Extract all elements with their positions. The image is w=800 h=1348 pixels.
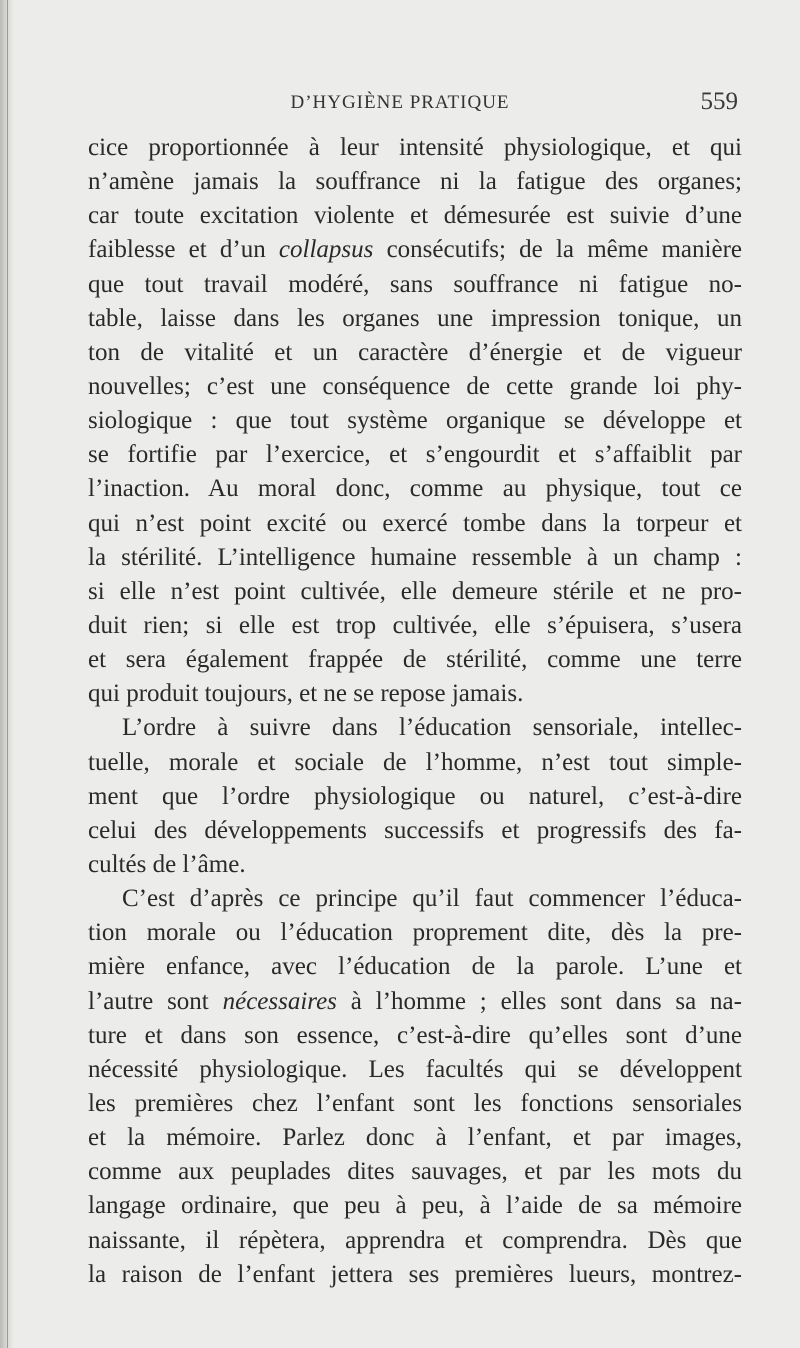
text-line: comme aux peuplades dites sauvages, et par les mots du (88, 1158, 742, 1186)
text-line: cultés de l’âme. (88, 850, 246, 878)
text-line: nécessité physiologique. Les facultés qui se développent (88, 1055, 742, 1083)
italic-term-collapsus: collapsus (278, 236, 374, 264)
text-line: tion morale ou l’éducation proprement dite, dès la pre- (88, 919, 742, 947)
text-line: ton de vitalité et un caractère d’énergie et de vigueur (88, 338, 742, 366)
text-line: se fortifie par l’exercice, et s’engourdit et s’affaiblit par (88, 441, 742, 469)
text-line: n’amène jamais la souffrance ni la fatigue des organes; (88, 168, 742, 196)
text-line: et la mémoire. Parlez donc à l’enfant, et par images, (88, 1124, 742, 1152)
body-text (88, 131, 742, 1292)
text-line: table, laisse dans les organes une impression tonique, un (88, 304, 742, 332)
text-line: faiblesse et d’un collapsus consécutifs; de la même manière (88, 236, 742, 264)
text-line: la stérilité. L’intelligence humaine ressemble à un champ : (88, 543, 742, 571)
page-header (0, 88, 800, 118)
text-line: duit rien; si elle est trop cultivée, elle s’épuisera, s’usera (88, 611, 742, 639)
text-line: langage ordinaire, que peu à peu, à l’aide de sa mémoire (88, 1192, 742, 1220)
text-line: cice proportionnée à leur intensité physiologique, et qui (88, 134, 742, 161)
text-line: siologique : que tout système organique se développe et (88, 407, 742, 435)
running-head: D’HYGIÈNE PRATIQUE (290, 92, 510, 113)
page-binding-edge (7, 0, 8, 1348)
text-line: l’autre sont nécessaires à l’homme ; elles sont dans sa na- (88, 987, 742, 1015)
paragraph-start-line: C’est d’après ce principe qu’il faut commencer l’éduca- (122, 885, 742, 913)
text-line: que tout travail modéré, sans souffrance ni fatigue no- (88, 270, 742, 298)
page-number: 559 (700, 88, 738, 115)
italic-term-necessaires: nécessaires (222, 987, 337, 1015)
text-line: qui produit toujours, et ne se repose jamais. (88, 680, 524, 708)
text-line: tuelle, morale et sociale de l’homme, n’est tout simple- (88, 748, 742, 776)
text-line: la raison de l’enfant jettera ses premières lueurs, montrez- (88, 1260, 742, 1288)
text-line: car toute excitation violente et démesurée est suivie d’une (88, 202, 742, 230)
text-line: celui des développements successifs et progressifs des fa- (88, 816, 742, 844)
text-line: naissante, il répètera, apprendra et comprendra. Dès que (88, 1226, 742, 1254)
text-line: ment que l’ordre physiologique ou naturel, c’est-à-dire (88, 782, 742, 810)
text-line: ture et dans son essence, c’est-à-dire qu’elles sont d’une (88, 1021, 742, 1049)
text-line: mière enfance, avec l’éducation de la parole. L’une et (88, 953, 742, 981)
text-line: et sera également frappée de stérilité, comme une terre (88, 646, 742, 674)
paragraph-start-line: L’ordre à suivre dans l’éducation sensoriale, intellec- (122, 714, 742, 742)
text-line: les premières chez l’enfant sont les fonctions sensoriales (88, 1089, 742, 1117)
text-line: l’inaction. Au moral donc, comme au physique, tout ce (88, 475, 742, 503)
text-line: nouvelles; c’est une conséquence de cette grande loi phy- (88, 372, 742, 400)
text-line: qui n’est point excité ou exercé tombe dans la torpeur et (88, 509, 742, 537)
text-line: si elle n’est point cultivée, elle demeure stérile et ne pro- (88, 577, 742, 605)
